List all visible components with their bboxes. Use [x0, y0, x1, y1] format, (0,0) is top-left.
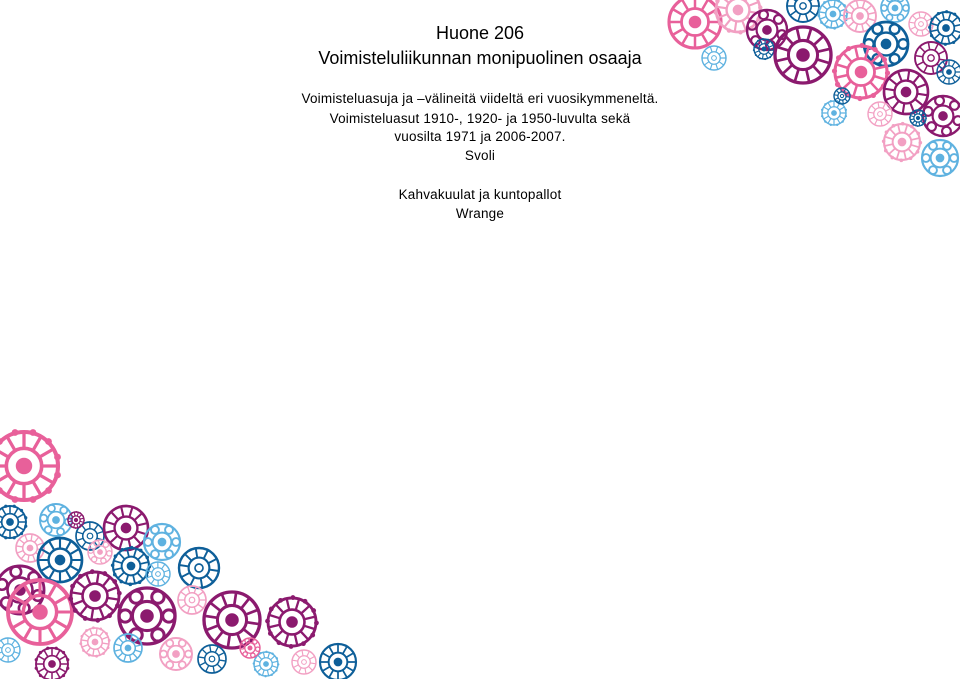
flower-ornament-icon [35, 647, 70, 679]
flower-ornament-icon [38, 538, 82, 582]
flower-ornament-icon [111, 546, 151, 586]
flower-ornament-icon [881, 0, 909, 22]
description-line: Kahvakuulat ja kuntopallot [398, 187, 562, 202]
flower-ornament-icon [198, 645, 226, 673]
flower-ornament-icon [204, 592, 260, 648]
flower-ornament-icon [104, 506, 148, 550]
flower-ornament-icon [146, 562, 170, 586]
flower-ornament-icon [178, 586, 206, 614]
room-number: Huone 206 [435, 23, 525, 43]
flower-ornament-icon [160, 638, 192, 670]
flower-ornament-icon [8, 580, 72, 644]
flower-ornament-icon [265, 595, 319, 649]
exhibit-title: Voimisteluliikunnan monipuolinen osaaja [318, 48, 642, 68]
description-line: Voimisteluasuja ja –välineitä viideltä eri vuosikymmeneltä. [301, 91, 659, 106]
flower-ornament-icon [320, 644, 356, 679]
flower-ornament-icon [787, 0, 819, 22]
flower-ornament-icon [119, 588, 175, 644]
flower-ornament-icon [0, 638, 20, 662]
description-line: Wrange [455, 206, 505, 221]
description-line: Svoli [464, 148, 496, 163]
description-line: vuosilta 1971 ja 2006-2007. [394, 129, 566, 144]
flower-ornament-icon [79, 626, 110, 657]
flower-ornament-icon [0, 505, 27, 540]
flower-ornament-icon [68, 569, 121, 622]
flower-ornament-icon [144, 524, 180, 560]
description-line: Voimisteluasut 1910-, 1920- ja 1950-luvulta sekä [329, 111, 631, 126]
flower-ornament-icon [16, 534, 44, 562]
flower-ornament-icon [292, 650, 316, 674]
flower-ornament-icon [179, 548, 219, 588]
flower-ornament-icon [0, 429, 61, 503]
flower-ornament-icon [88, 540, 112, 564]
